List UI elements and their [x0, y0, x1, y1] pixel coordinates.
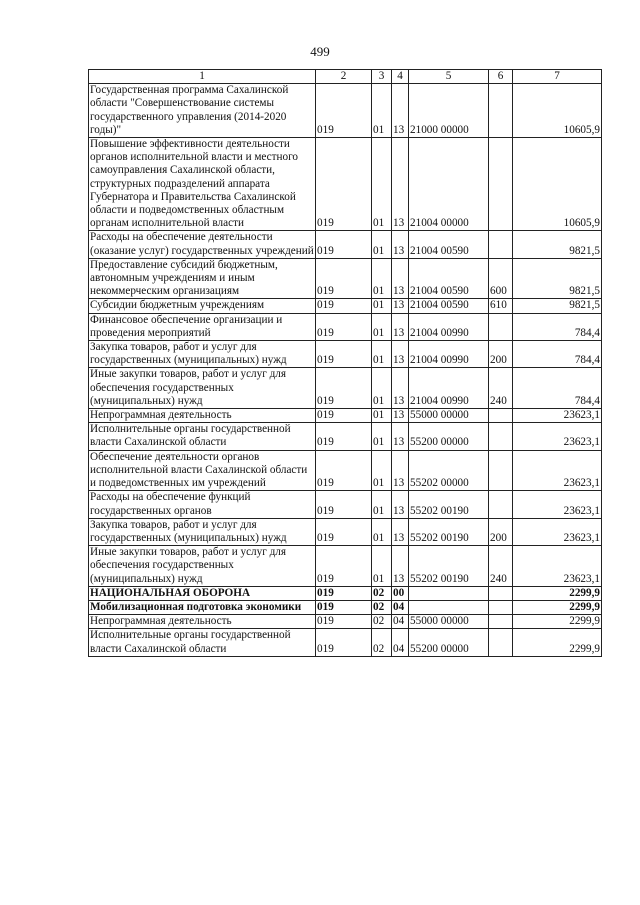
subsection-cell: 13 [392, 231, 409, 258]
section-cell: 01 [372, 546, 392, 587]
table-row [89, 341, 602, 368]
admin-code-cell: 019 [316, 600, 372, 614]
expense-type-cell: 240 [489, 546, 513, 587]
row-name-cell: Повышение эффективности деятельности органов исполнительной власти и местного самоуправления Сахалинской области, структурных подразделений аппарата Губернатора и Правительства Сахалинской области и подведомственных областным органам исполнительной власти [89, 138, 316, 231]
table-row [89, 231, 602, 258]
row-name-cell: Исполнительные органы государственной власти Сахалинской области [89, 423, 316, 450]
admin-code-cell: 019 [316, 409, 372, 423]
amount-cell: 9821,5 [513, 231, 602, 258]
row-name-cell: Мобилизационная подготовка экономики [89, 600, 316, 614]
expense-type-cell [489, 138, 513, 231]
section-cell: 01 [372, 518, 392, 545]
target-article-cell: 21004 00590 [409, 299, 489, 313]
subsection-cell: 13 [392, 450, 409, 491]
subsection-cell: 13 [392, 299, 409, 313]
section-cell: 01 [372, 491, 392, 518]
header-cell: 6 [489, 70, 513, 84]
admin-code-cell: 019 [316, 341, 372, 368]
expense-type-cell: 200 [489, 341, 513, 368]
target-article-cell: 55200 00000 [409, 423, 489, 450]
header-cell: 7 [513, 70, 602, 84]
row-name-cell: Предоставление субсидий бюджетным, автономным учреждениям и иным некоммерческим организациям [89, 258, 316, 299]
section-cell: 02 [372, 600, 392, 614]
table-row [89, 299, 602, 313]
table-row [89, 518, 602, 545]
subsection-cell: 13 [392, 341, 409, 368]
header-cell: 2 [316, 70, 372, 84]
target-article-cell: 21004 00990 [409, 313, 489, 340]
admin-code-cell: 019 [316, 629, 372, 656]
expense-type-cell [489, 629, 513, 656]
subsection-cell: 04 [392, 600, 409, 614]
table-row [89, 546, 602, 587]
row-name-cell: Расходы на обеспечение функций государственных органов [89, 491, 316, 518]
amount-cell: 2299,9 [513, 615, 602, 629]
amount-cell: 784,4 [513, 313, 602, 340]
expense-type-cell: 240 [489, 368, 513, 409]
row-name-cell: Государственная программа Сахалинской области "Совершенствование системы государственного управления (2014-2020 годы)" [89, 84, 316, 138]
subsection-cell: 13 [392, 313, 409, 340]
subsection-cell: 13 [392, 368, 409, 409]
expense-type-cell [489, 615, 513, 629]
target-article-cell: 55202 00190 [409, 491, 489, 518]
header-row [89, 70, 602, 84]
target-article-cell [409, 586, 489, 600]
target-article-cell: 55202 00000 [409, 450, 489, 491]
row-name-cell: Непрограммная деятельность [89, 615, 316, 629]
amount-cell: 10605,9 [513, 84, 602, 138]
section-cell: 01 [372, 258, 392, 299]
section-cell: 01 [372, 138, 392, 231]
admin-code-cell: 019 [316, 518, 372, 545]
section-cell: 01 [372, 313, 392, 340]
expense-type-cell [489, 84, 513, 138]
table-row [89, 491, 602, 518]
table-row [89, 615, 602, 629]
subsection-cell: 04 [392, 615, 409, 629]
admin-code-cell: 019 [316, 423, 372, 450]
expense-type-cell [489, 600, 513, 614]
subsection-cell: 13 [392, 518, 409, 545]
amount-cell: 23623,1 [513, 450, 602, 491]
table-row [89, 423, 602, 450]
table-row [89, 629, 602, 656]
expense-type-cell: 610 [489, 299, 513, 313]
header-cell: 3 [372, 70, 392, 84]
target-article-cell: 55202 00190 [409, 546, 489, 587]
section-cell: 02 [372, 615, 392, 629]
target-article-cell: 21004 00990 [409, 341, 489, 368]
header-cell: 1 [89, 70, 316, 84]
budget-table [88, 69, 602, 657]
amount-cell: 23623,1 [513, 518, 602, 545]
admin-code-cell: 019 [316, 368, 372, 409]
expense-type-cell [489, 450, 513, 491]
expense-type-cell [489, 313, 513, 340]
expense-type-cell: 200 [489, 518, 513, 545]
row-name-cell: Финансовое обеспечение организации и проведения мероприятий [89, 313, 316, 340]
target-article-cell: 55000 00000 [409, 615, 489, 629]
table-row [89, 450, 602, 491]
amount-cell: 2299,9 [513, 600, 602, 614]
amount-cell: 9821,5 [513, 299, 602, 313]
table-row [89, 586, 602, 600]
section-cell: 01 [372, 450, 392, 491]
amount-cell: 23623,1 [513, 491, 602, 518]
admin-code-cell: 019 [316, 546, 372, 587]
row-name-cell: Непрограммная деятельность [89, 409, 316, 423]
amount-cell: 784,4 [513, 368, 602, 409]
subsection-cell: 13 [392, 546, 409, 587]
target-article-cell: 21004 00990 [409, 368, 489, 409]
target-article-cell: 55202 00190 [409, 518, 489, 545]
row-name-cell: Обеспечение деятельности органов исполнительной власти Сахалинской области и подведомственных им учреждений [89, 450, 316, 491]
subsection-cell: 00 [392, 586, 409, 600]
table-row [89, 368, 602, 409]
section-cell: 01 [372, 368, 392, 409]
admin-code-cell: 019 [316, 615, 372, 629]
admin-code-cell: 019 [316, 258, 372, 299]
target-article-cell: 21000 00000 [409, 84, 489, 138]
row-name-cell: Расходы на обеспечение деятельности (оказание услуг) государственных учреждений [90, 231, 314, 257]
section-cell: 02 [372, 629, 392, 656]
table-row [89, 258, 602, 299]
target-article-cell: 55000 00000 [409, 409, 489, 423]
amount-cell: 23623,1 [513, 409, 602, 423]
row-name-cell: Исполнительные органы государственной власти Сахалинской области [89, 629, 316, 656]
target-article-cell: 21004 00000 [409, 138, 489, 231]
table-row [89, 600, 602, 614]
amount-cell: 10605,9 [513, 138, 602, 231]
subsection-cell: 13 [392, 84, 409, 138]
row-name-cell: Субсидии бюджетным учреждениям [89, 299, 316, 313]
subsection-cell: 13 [392, 409, 409, 423]
target-article-cell [409, 600, 489, 614]
admin-code-cell: 019 [316, 491, 372, 518]
subsection-cell: 13 [392, 423, 409, 450]
table-row [89, 409, 602, 423]
amount-cell: 23623,1 [513, 546, 602, 587]
admin-code-cell: 019 [316, 84, 372, 138]
admin-code-cell: 019 [316, 299, 372, 313]
header-cell: 5 [409, 70, 489, 84]
admin-code-cell: 019 [316, 313, 372, 340]
row-name-cell: Закупка товаров, работ и услуг для государственных (муниципальных) нужд [89, 518, 316, 545]
expense-type-cell [489, 231, 513, 258]
subsection-cell: 13 [392, 258, 409, 299]
section-cell: 01 [372, 409, 392, 423]
section-cell: 01 [372, 341, 392, 368]
expense-type-cell [489, 586, 513, 600]
amount-cell: 9821,5 [513, 258, 602, 299]
expense-type-cell [489, 409, 513, 423]
amount-cell: 23623,1 [513, 423, 602, 450]
section-cell: 02 [372, 586, 392, 600]
subsection-cell: 04 [392, 629, 409, 656]
section-cell: 01 [372, 231, 392, 258]
table-row [89, 138, 602, 231]
subsection-cell: 13 [392, 138, 409, 231]
section-cell: 01 [372, 423, 392, 450]
table-row [89, 313, 602, 340]
row-name-cell: Иные закупки товаров, работ и услуг для обеспечения государственных (муниципальных) нужд [89, 546, 316, 587]
amount-cell: 2299,9 [513, 629, 602, 656]
target-article-cell: 21004 00590 [409, 231, 489, 258]
expense-type-cell [489, 423, 513, 450]
page-number: 499 [310, 44, 330, 59]
target-article-cell: 21004 00590 [409, 258, 489, 299]
expense-type-cell: 600 [489, 258, 513, 299]
admin-code-cell: 019 [316, 450, 372, 491]
subsection-cell: 13 [392, 491, 409, 518]
amount-cell: 784,4 [513, 341, 602, 368]
row-name-cell: Иные закупки товаров, работ и услуг для обеспечения государственных (муниципальных) нужд [89, 368, 316, 409]
target-article-cell: 55200 00000 [409, 629, 489, 656]
admin-code-cell: 019 [316, 138, 372, 231]
row-name-cell: НАЦИОНАЛЬНАЯ ОБОРОНА [89, 586, 316, 600]
row-name-cell: Закупка товаров, работ и услуг для государственных (муниципальных) нужд [89, 341, 316, 368]
table-row [89, 84, 602, 138]
admin-code-cell: 019 [316, 586, 372, 600]
header-cell: 4 [392, 70, 409, 84]
section-cell: 01 [372, 84, 392, 138]
expense-type-cell [489, 491, 513, 518]
amount-cell: 2299,9 [513, 586, 602, 600]
admin-code-cell: 019 [316, 231, 372, 258]
section-cell: 01 [372, 299, 392, 313]
